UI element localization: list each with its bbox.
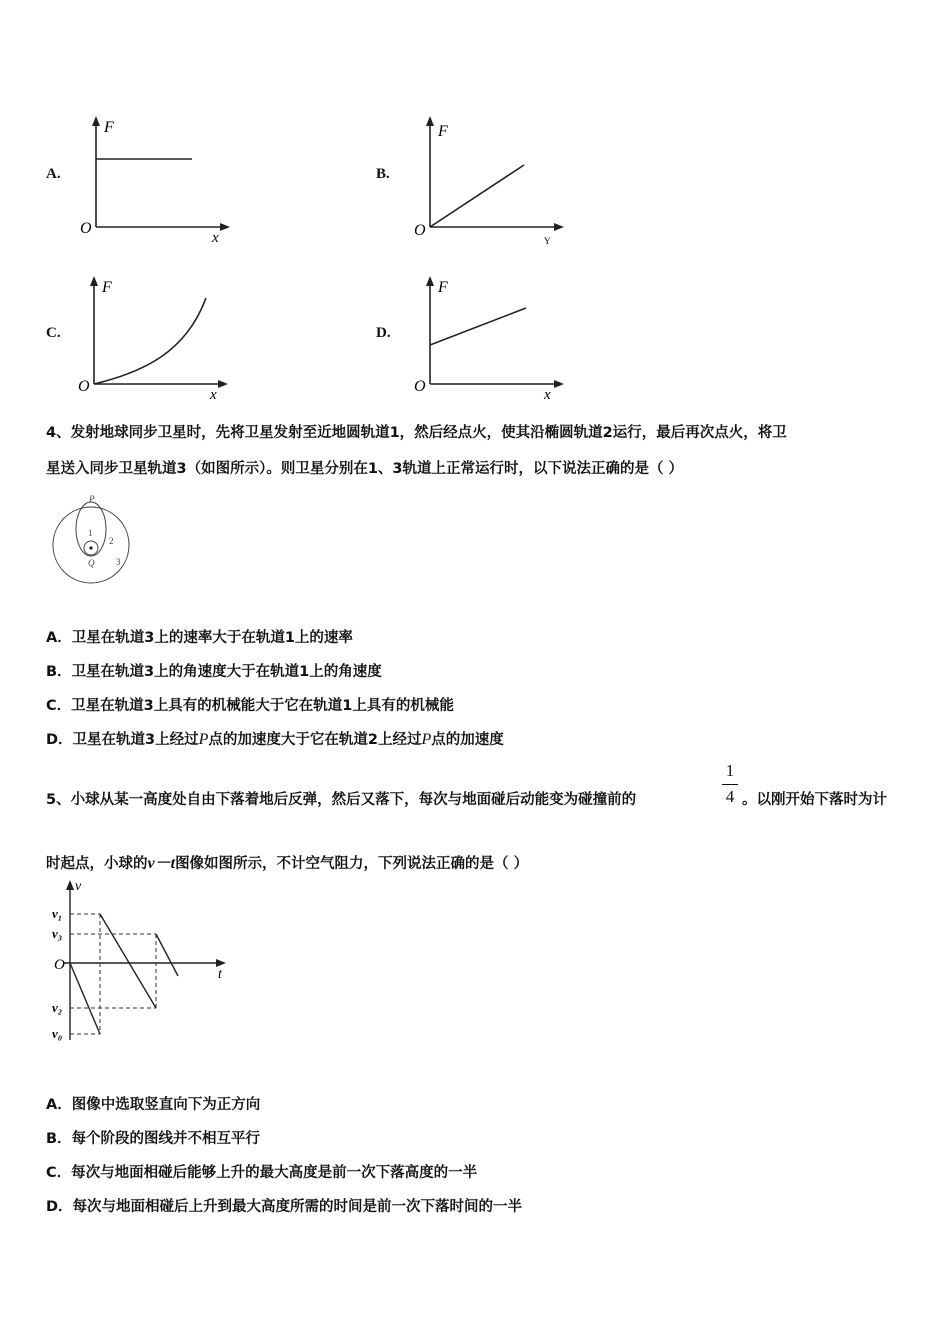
vt-y-label: v: [75, 879, 82, 894]
graph-c-curve: [94, 298, 206, 384]
q5-option-c[interactable]: [46, 1161, 477, 1182]
q4-option-a[interactable]: [46, 626, 353, 647]
q4-option-d[interactable]: [46, 728, 504, 749]
option-c-label: C.: [46, 325, 61, 341]
q4-option-d-part2: 点的加速度大于它在轨道2上经过: [208, 732, 422, 748]
orbit-1-label: 1: [88, 528, 93, 538]
graph-c-y-label: F: [102, 279, 112, 296]
graph-a-x-label: x: [212, 230, 219, 244]
q4-option-d-label: D．: [46, 732, 73, 748]
graph-a-origin: O: [80, 220, 92, 237]
q4-option-a-text: 卫星在轨道3上的速率大于在轨道1上的速率: [71, 630, 353, 646]
graph-d: [410, 272, 570, 404]
fraction-bar: [722, 784, 738, 785]
vt-x-arrow: [216, 959, 226, 967]
vt-graph: [48, 872, 238, 1050]
q4-option-d-point-p2: P: [421, 731, 432, 748]
option-a-label: A.: [46, 166, 61, 182]
graph-c-origin: O: [78, 378, 90, 395]
q5-option-d[interactable]: [46, 1195, 522, 1216]
q5-stem-line2-a: 时起点，小球的: [46, 856, 148, 872]
graph-b-x-arrow: [554, 223, 564, 231]
point-p-label: P: [89, 494, 95, 504]
q5-option-d-label: D．: [46, 1199, 73, 1215]
vt-segment-3: [156, 934, 178, 976]
vt-segment-1: [70, 963, 100, 1034]
graph-d-origin: O: [414, 378, 426, 395]
q5-option-b[interactable]: [46, 1127, 260, 1148]
vt-x-label: t: [218, 967, 222, 982]
graph-d-x-label: x: [544, 387, 551, 403]
graph-d-x-arrow: [554, 380, 564, 388]
orbit-3-label: 3: [116, 557, 121, 567]
vt-label-v2: v₂: [52, 1000, 63, 1015]
graph-c-x-arrow: [218, 380, 228, 388]
q4-stem-line2: 星送入同步卫星轨道3（如图所示）。则卫星分别在1、3轨道上正常运行时，以下说法正确的是（ ）: [46, 461, 684, 477]
q5-stem-line1-a: 5、小球从某一高度处自由下落着地后反弹，然后又落下，每次与地面碰后动能变为碰撞前的: [46, 792, 637, 808]
graph-c: [74, 272, 234, 404]
q4-option-d-part1: 卫星在轨道3上经过: [72, 732, 199, 748]
graph-d-y-arrow: [426, 276, 434, 286]
q5-option-c-label: C．: [46, 1165, 72, 1181]
graph-b-x-label: Y: [544, 236, 551, 246]
q5-stem-line2-b: 图像如图所示，不计空气阻力，下列说法正确的是（ ）: [175, 856, 529, 872]
q4-option-b-text: 卫星在轨道3上的角速度大于在轨道1上的角速度: [71, 664, 382, 680]
q5-option-b-text: 每个阶段的图线并不相互平行: [71, 1131, 261, 1147]
orbit-3-circle: [53, 507, 129, 583]
q5-option-c-text: 每次与地面相碰后能够上升的最大高度是前一次下落高度的一半: [71, 1165, 478, 1181]
graph-b-y-arrow: [426, 116, 434, 126]
fraction-denominator: 4: [725, 787, 735, 806]
graph-b-origin: O: [414, 222, 426, 239]
q4-option-c-text: 卫星在轨道3上具有的机械能大于它在轨道1上具有的机械能: [71, 698, 454, 714]
q5-stem-line2: [46, 850, 528, 873]
q4-option-d-part3: 点的加速度: [431, 732, 504, 748]
q5-option-a[interactable]: [46, 1093, 260, 1114]
vt-segment-2: [100, 914, 156, 1008]
q4-option-a-label: A．: [46, 630, 72, 646]
q5-option-a-label: A．: [46, 1097, 72, 1113]
graph-a-y-label: F: [104, 119, 114, 136]
graph-a: [76, 112, 236, 244]
q4-option-b-label: B．: [46, 664, 72, 680]
graph-d-y-label: F: [438, 279, 448, 296]
q4-stem-line1: 4、发射地球同步卫星时，先将卫星发射至近地圆轨道1，然后经点火，使其沿椭圆轨道2运行，最后再次点火，将卫: [46, 425, 787, 441]
q4-option-c-label: C．: [46, 698, 72, 714]
q5-option-b-label: B．: [46, 1131, 72, 1147]
vt-label-v0: v₀: [52, 1026, 63, 1041]
vt-origin: O: [54, 957, 65, 973]
q5-stem-vt: v－t: [147, 855, 176, 872]
q4-option-c[interactable]: [46, 694, 454, 715]
q4-option-d-point-p1: P: [198, 731, 209, 748]
graph-b-y-label: F: [438, 123, 448, 140]
q5-stem-line1-b: 。以刚开始下落时为计: [742, 792, 887, 808]
earth-dot: [89, 546, 92, 549]
point-q-label: Q: [88, 558, 95, 568]
vt-label-v3: v₃: [52, 926, 63, 941]
graph-a-x-arrow: [220, 223, 230, 231]
option-d-label: D.: [376, 325, 391, 341]
graph-c-x-label: x: [210, 387, 217, 403]
orbit-2-label: 2: [109, 536, 114, 546]
graph-b: [410, 112, 570, 247]
graph-d-line: [430, 308, 526, 345]
graph-b-line: [430, 165, 524, 227]
orbit-figure: [48, 492, 138, 592]
q5-option-a-text: 图像中选取竖直向下为正方向: [71, 1097, 261, 1113]
q5-option-d-text: 每次与地面相碰后上升到最大高度所需的时间是前一次下落时间的一半: [72, 1199, 523, 1215]
option-b-label: B.: [376, 166, 390, 182]
vt-label-v1: v₁: [52, 906, 63, 921]
q4-option-b[interactable]: [46, 660, 382, 681]
vt-y-arrow: [66, 880, 74, 890]
graph-c-y-arrow: [90, 276, 98, 286]
graph-a-y-arrow: [92, 116, 100, 126]
fraction-numerator: 1: [725, 761, 735, 780]
